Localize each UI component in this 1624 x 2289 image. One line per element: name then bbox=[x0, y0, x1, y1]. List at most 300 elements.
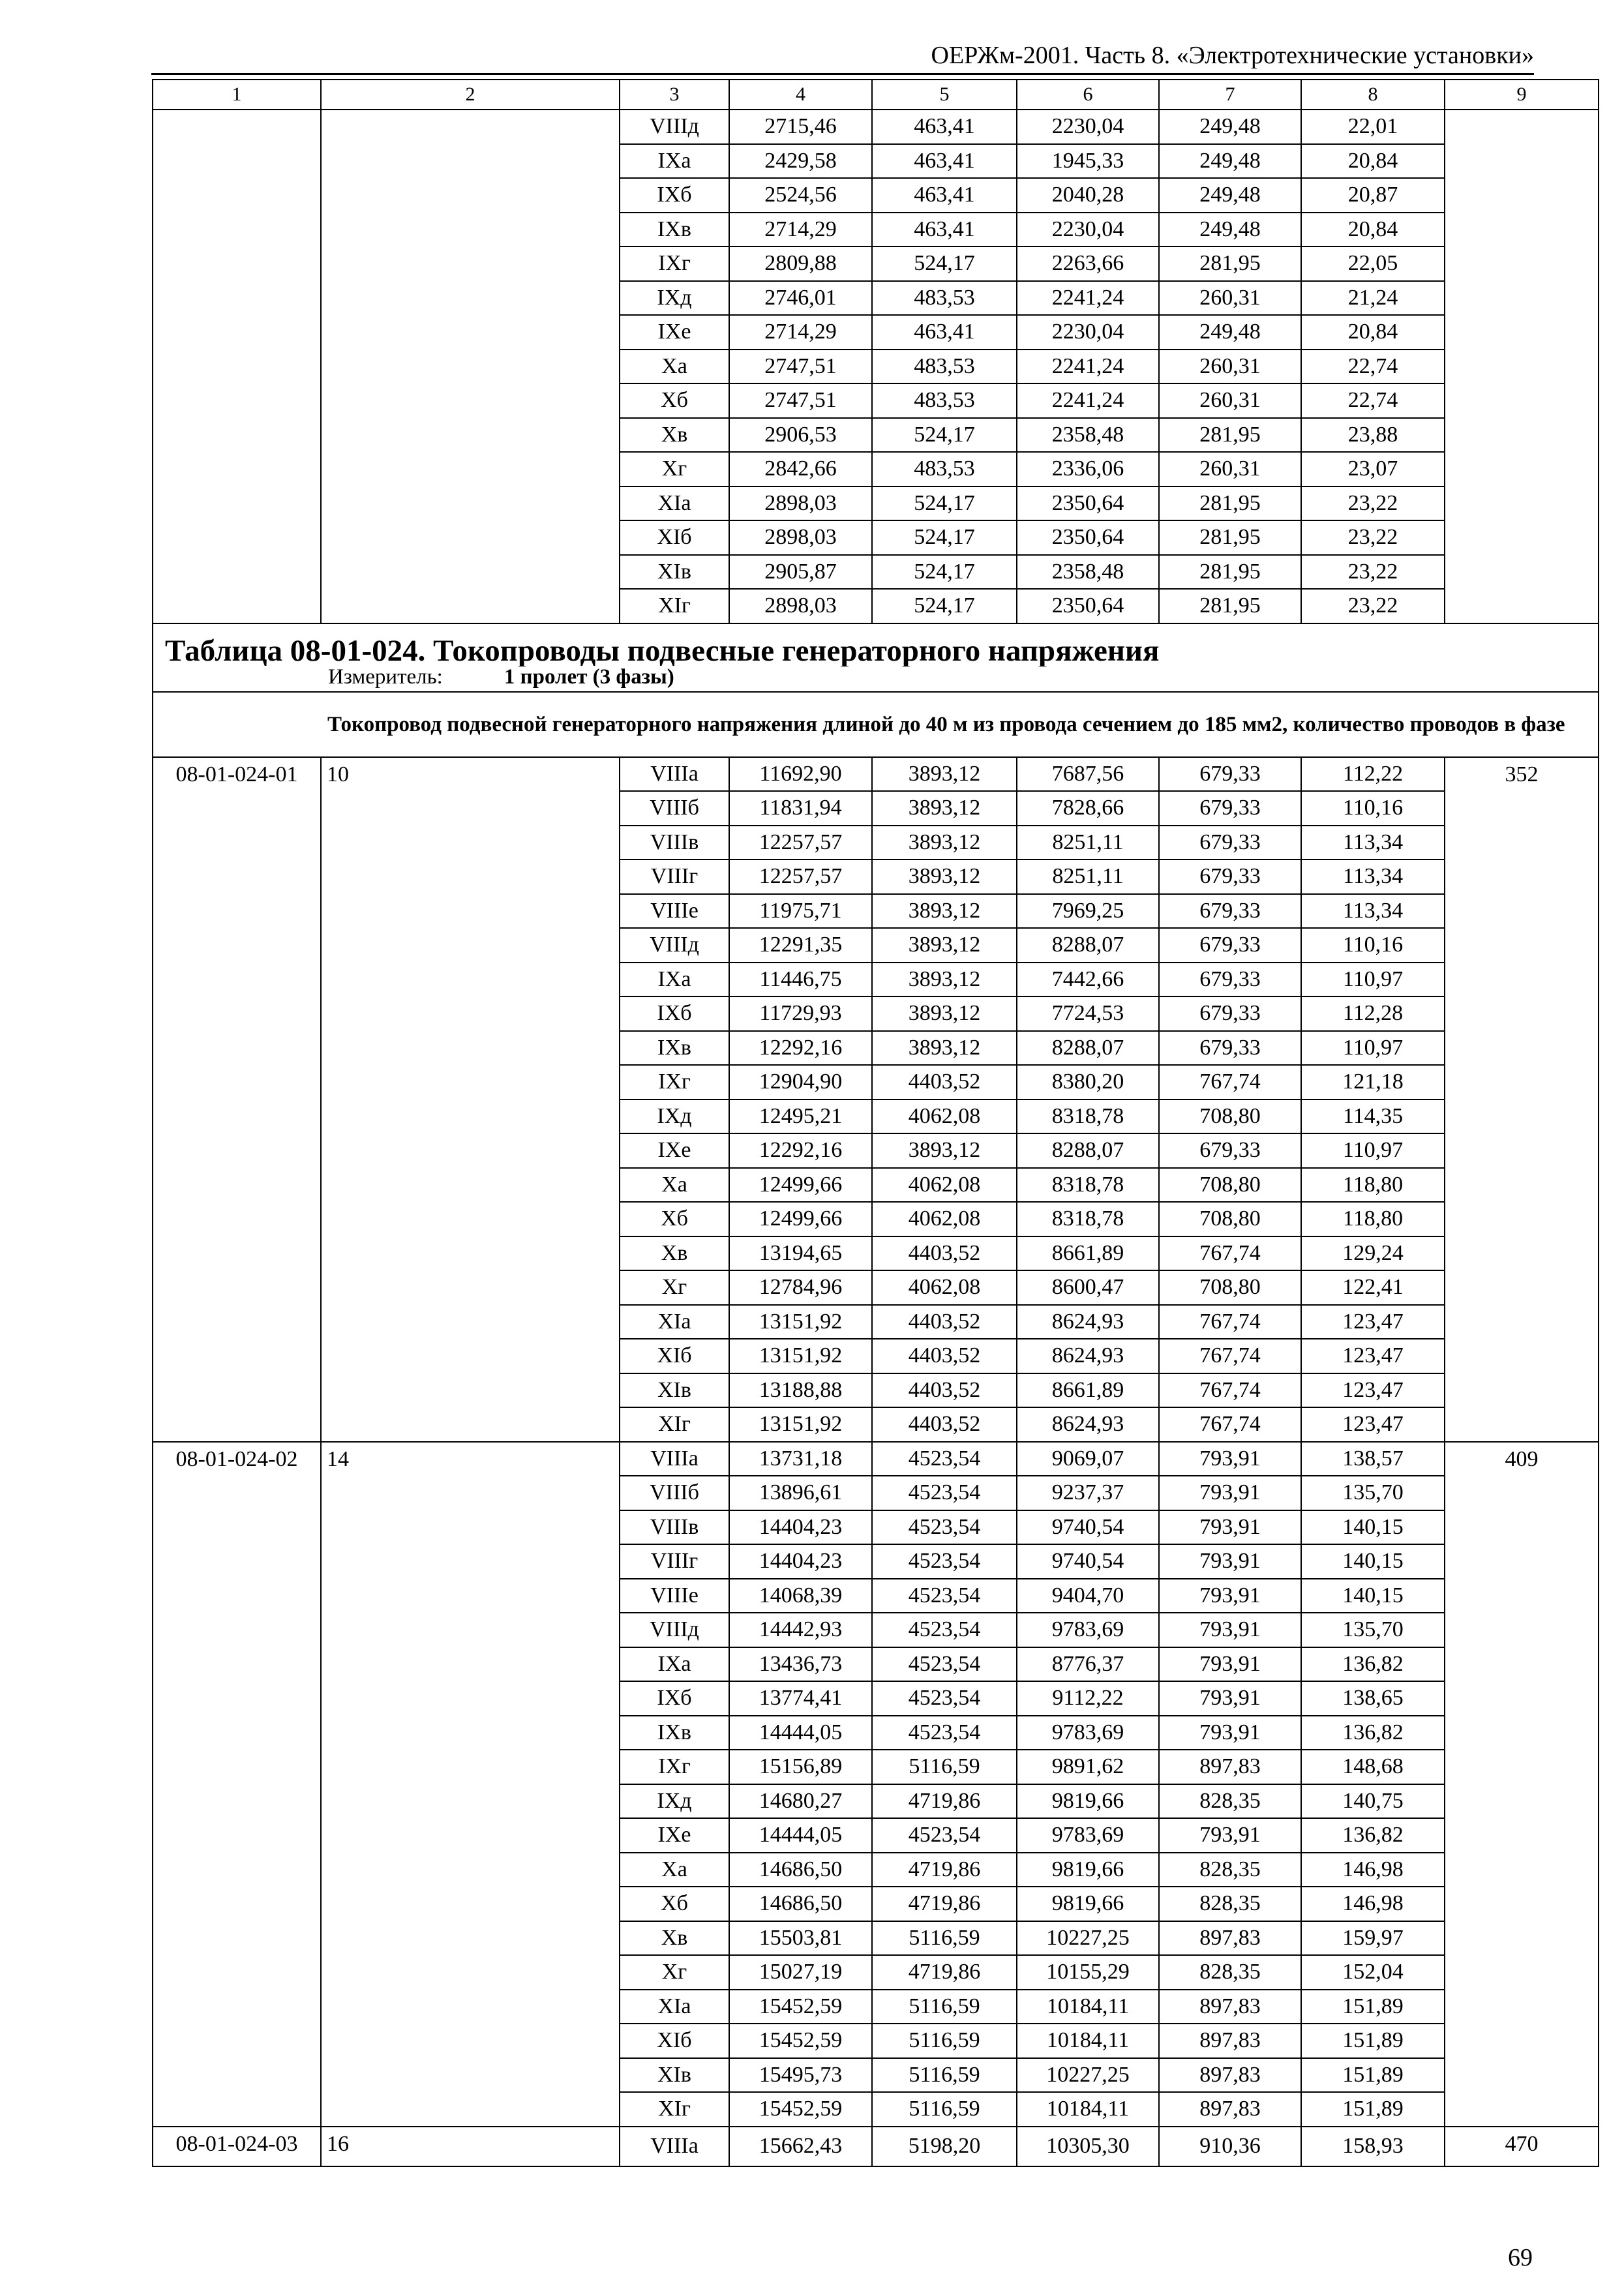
value-cell: 151,89 bbox=[1301, 2092, 1445, 2127]
column-number: 7 bbox=[1159, 80, 1301, 110]
value-cell: 4719,86 bbox=[872, 1784, 1017, 1819]
value-cell: 12784,96 bbox=[729, 1270, 872, 1305]
value-cell: 15662,43 bbox=[729, 2127, 872, 2167]
value-cell: 483,53 bbox=[872, 350, 1017, 384]
zone-cell: VIIIд bbox=[620, 110, 729, 144]
value-cell: 4523,54 bbox=[872, 1510, 1017, 1545]
table-row bbox=[153, 1442, 1599, 1476]
value-cell: 524,17 bbox=[872, 486, 1017, 521]
value-cell: 13151,92 bbox=[729, 1339, 872, 1373]
value-cell: 22,01 bbox=[1301, 110, 1445, 144]
value-cell: 3893,12 bbox=[872, 963, 1017, 997]
value-cell: 463,41 bbox=[872, 178, 1017, 213]
value-cell: 118,80 bbox=[1301, 1202, 1445, 1236]
value-cell: 5116,59 bbox=[872, 1921, 1017, 1956]
zone-cell: Xг bbox=[620, 1955, 729, 1990]
value-cell: 2905,87 bbox=[729, 555, 872, 590]
value-cell: 23,07 bbox=[1301, 452, 1445, 486]
value-cell: 4719,86 bbox=[872, 1887, 1017, 1921]
value-cell: 13436,73 bbox=[729, 1647, 872, 1682]
value-cell: 679,33 bbox=[1159, 826, 1301, 860]
value-cell: 9069,07 bbox=[1017, 1442, 1159, 1476]
value-cell: 8380,20 bbox=[1017, 1065, 1159, 1100]
zone-cell: VIIIв bbox=[620, 1510, 729, 1545]
value-cell: 12499,66 bbox=[729, 1168, 872, 1203]
zone-cell: XIв bbox=[620, 555, 729, 590]
value-cell: 13194,65 bbox=[729, 1236, 872, 1271]
value-cell: 4523,54 bbox=[872, 1544, 1017, 1579]
value-cell: 23,22 bbox=[1301, 555, 1445, 590]
measure-row bbox=[153, 666, 1599, 692]
value-cell: 897,83 bbox=[1159, 1750, 1301, 1784]
value-cell: 151,89 bbox=[1301, 2058, 1445, 2093]
value-cell: 2524,56 bbox=[729, 178, 872, 213]
zone-cell: Xв bbox=[620, 1921, 729, 1956]
value-cell: 249,48 bbox=[1159, 110, 1301, 144]
value-cell: 3893,12 bbox=[872, 996, 1017, 1031]
zone-cell: IXа bbox=[620, 144, 729, 179]
value-cell: 5116,59 bbox=[872, 2024, 1017, 2058]
value-cell: 3893,12 bbox=[872, 928, 1017, 963]
table-title-row bbox=[153, 623, 1599, 666]
value-cell: 12257,57 bbox=[729, 860, 872, 894]
value-cell: 4403,52 bbox=[872, 1373, 1017, 1408]
value-cell: 122,41 bbox=[1301, 1270, 1445, 1305]
column-number: 8 bbox=[1301, 80, 1445, 110]
value-cell: 5198,20 bbox=[872, 2127, 1017, 2167]
value-cell: 138,57 bbox=[1301, 1442, 1445, 1476]
value-cell: 20,84 bbox=[1301, 213, 1445, 247]
estimate-table bbox=[152, 79, 1599, 2167]
value-cell: 4523,54 bbox=[872, 1442, 1017, 1476]
value-cell: 15156,89 bbox=[729, 1750, 872, 1784]
value-cell: 15452,59 bbox=[729, 1990, 872, 2024]
value-cell: 135,70 bbox=[1301, 1613, 1445, 1647]
value-cell: 897,83 bbox=[1159, 2024, 1301, 2058]
zone-cell: Xа bbox=[620, 350, 729, 384]
code-cell: 08-01-024-03 bbox=[153, 2127, 321, 2167]
value-cell: 2241,24 bbox=[1017, 383, 1159, 418]
code-cell: 08-01-024-02 bbox=[153, 1442, 321, 2127]
value-cell: 5116,59 bbox=[872, 2058, 1017, 2093]
value-cell: 9783,69 bbox=[1017, 1818, 1159, 1853]
value-cell: 14404,23 bbox=[729, 1510, 872, 1545]
value-cell: 9404,70 bbox=[1017, 1579, 1159, 1613]
value-cell: 11831,94 bbox=[729, 791, 872, 826]
zone-cell: Xб bbox=[620, 383, 729, 418]
value-cell: 110,97 bbox=[1301, 1031, 1445, 1066]
value-cell: 679,33 bbox=[1159, 894, 1301, 929]
value-cell: 2898,03 bbox=[729, 589, 872, 623]
value-cell: 897,83 bbox=[1159, 2058, 1301, 2093]
value-cell: 2746,01 bbox=[729, 281, 872, 316]
value-cell: 8288,07 bbox=[1017, 928, 1159, 963]
value-cell: 524,17 bbox=[872, 520, 1017, 555]
value-cell: 260,31 bbox=[1159, 383, 1301, 418]
value-cell: 5116,59 bbox=[872, 1990, 1017, 2024]
quantity-cell: 16 bbox=[321, 2127, 620, 2167]
value-cell: 12292,16 bbox=[729, 1031, 872, 1066]
value-cell: 7724,53 bbox=[1017, 996, 1159, 1031]
value-cell: 110,97 bbox=[1301, 963, 1445, 997]
value-cell: 708,80 bbox=[1159, 1270, 1301, 1305]
zone-cell: IXе bbox=[620, 1818, 729, 1853]
extra-cell bbox=[1445, 110, 1599, 623]
zone-cell: VIIIб bbox=[620, 791, 729, 826]
value-cell: 9237,37 bbox=[1017, 1476, 1159, 1510]
value-cell: 679,33 bbox=[1159, 757, 1301, 792]
zone-cell: VIIIе bbox=[620, 894, 729, 929]
zone-cell: Xа bbox=[620, 1168, 729, 1203]
value-cell: 767,74 bbox=[1159, 1339, 1301, 1373]
zone-cell: IXг bbox=[620, 1065, 729, 1100]
zone-cell: XIа bbox=[620, 1305, 729, 1339]
value-cell: 121,18 bbox=[1301, 1065, 1445, 1100]
zone-cell: Xб bbox=[620, 1202, 729, 1236]
value-cell: 3893,12 bbox=[872, 1031, 1017, 1066]
value-cell: 11446,75 bbox=[729, 963, 872, 997]
zone-cell: IXб bbox=[620, 1681, 729, 1716]
value-cell: 11692,90 bbox=[729, 757, 872, 792]
value-cell: 483,53 bbox=[872, 452, 1017, 486]
value-cell: 7687,56 bbox=[1017, 757, 1159, 792]
value-cell: 793,91 bbox=[1159, 1681, 1301, 1716]
value-cell: 1945,33 bbox=[1017, 144, 1159, 179]
value-cell: 767,74 bbox=[1159, 1236, 1301, 1271]
value-cell: 8318,78 bbox=[1017, 1202, 1159, 1236]
value-cell: 3893,12 bbox=[872, 826, 1017, 860]
value-cell: 14686,50 bbox=[729, 1887, 872, 1921]
value-cell: 4523,54 bbox=[872, 1716, 1017, 1750]
column-number: 5 bbox=[872, 80, 1017, 110]
value-cell: 112,28 bbox=[1301, 996, 1445, 1031]
zone-cell: IXе bbox=[620, 1133, 729, 1168]
value-cell: 7442,66 bbox=[1017, 963, 1159, 997]
value-cell: 14404,23 bbox=[729, 1544, 872, 1579]
value-cell: 2230,04 bbox=[1017, 213, 1159, 247]
zone-cell: Xв bbox=[620, 418, 729, 453]
value-cell: 679,33 bbox=[1159, 928, 1301, 963]
quantity-cell: 14 bbox=[321, 1442, 620, 2127]
value-cell: 9819,66 bbox=[1017, 1887, 1159, 1921]
value-cell: 138,65 bbox=[1301, 1681, 1445, 1716]
zone-cell: XIв bbox=[620, 2058, 729, 2093]
value-cell: 12495,21 bbox=[729, 1100, 872, 1134]
value-cell: 828,35 bbox=[1159, 1784, 1301, 1819]
value-cell: 524,17 bbox=[872, 247, 1017, 281]
value-cell: 12499,66 bbox=[729, 1202, 872, 1236]
value-cell: 4403,52 bbox=[872, 1339, 1017, 1373]
zone-cell: IXг bbox=[620, 247, 729, 281]
value-cell: 110,97 bbox=[1301, 1133, 1445, 1168]
value-cell: 146,98 bbox=[1301, 1887, 1445, 1921]
value-cell: 8288,07 bbox=[1017, 1031, 1159, 1066]
value-cell: 2230,04 bbox=[1017, 110, 1159, 144]
value-cell: 8318,78 bbox=[1017, 1168, 1159, 1203]
value-cell: 708,80 bbox=[1159, 1100, 1301, 1134]
value-cell: 3893,12 bbox=[872, 894, 1017, 929]
zone-cell: IXд bbox=[620, 1784, 729, 1819]
value-cell: 15452,59 bbox=[729, 2092, 872, 2127]
value-cell: 281,95 bbox=[1159, 520, 1301, 555]
value-cell: 4523,54 bbox=[872, 1647, 1017, 1682]
value-cell: 8624,93 bbox=[1017, 1407, 1159, 1442]
value-cell: 12257,57 bbox=[729, 826, 872, 860]
value-cell: 2747,51 bbox=[729, 350, 872, 384]
value-cell: 140,15 bbox=[1301, 1510, 1445, 1545]
value-cell: 793,91 bbox=[1159, 1442, 1301, 1476]
value-cell: 3893,12 bbox=[872, 1133, 1017, 1168]
value-cell: 4403,52 bbox=[872, 1407, 1017, 1442]
description-row bbox=[153, 692, 1599, 757]
value-cell: 793,91 bbox=[1159, 1647, 1301, 1682]
value-cell: 8288,07 bbox=[1017, 1133, 1159, 1168]
value-cell: 140,75 bbox=[1301, 1784, 1445, 1819]
value-cell: 9819,66 bbox=[1017, 1853, 1159, 1887]
value-cell: 22,74 bbox=[1301, 350, 1445, 384]
value-cell: 9783,69 bbox=[1017, 1716, 1159, 1750]
page-number: 69 bbox=[1508, 2244, 1533, 2271]
value-cell: 8624,93 bbox=[1017, 1305, 1159, 1339]
zone-cell: Xг bbox=[620, 452, 729, 486]
value-cell: 20,84 bbox=[1301, 315, 1445, 350]
value-cell: 3893,12 bbox=[872, 757, 1017, 792]
value-cell: 5116,59 bbox=[872, 1750, 1017, 1784]
value-cell: 4403,52 bbox=[872, 1236, 1017, 1271]
value-cell: 793,91 bbox=[1159, 1544, 1301, 1579]
measure-value: 1 пролет (3 фазы) bbox=[504, 666, 674, 689]
value-cell: 12291,35 bbox=[729, 928, 872, 963]
value-cell: 9112,22 bbox=[1017, 1681, 1159, 1716]
value-cell: 828,35 bbox=[1159, 1955, 1301, 1990]
value-cell: 10184,11 bbox=[1017, 2024, 1159, 2058]
value-cell: 8624,93 bbox=[1017, 1339, 1159, 1373]
value-cell: 11729,93 bbox=[729, 996, 872, 1031]
value-cell: 2350,64 bbox=[1017, 589, 1159, 623]
value-cell: 8318,78 bbox=[1017, 1100, 1159, 1134]
value-cell: 112,22 bbox=[1301, 757, 1445, 792]
value-cell: 2715,46 bbox=[729, 110, 872, 144]
value-cell: 11975,71 bbox=[729, 894, 872, 929]
value-cell: 2350,64 bbox=[1017, 520, 1159, 555]
value-cell: 2358,48 bbox=[1017, 418, 1159, 453]
value-cell: 136,82 bbox=[1301, 1818, 1445, 1853]
value-cell: 679,33 bbox=[1159, 791, 1301, 826]
value-cell: 767,74 bbox=[1159, 1305, 1301, 1339]
value-cell: 151,89 bbox=[1301, 1990, 1445, 2024]
value-cell: 10227,25 bbox=[1017, 2058, 1159, 2093]
code-cell: 08-01-024-01 bbox=[153, 757, 321, 1442]
value-cell: 9740,54 bbox=[1017, 1510, 1159, 1545]
value-cell: 260,31 bbox=[1159, 350, 1301, 384]
table-description: Токопровод подвесной генераторного напряжения длиной до 40 м из провода сечением до 185 мм2, количество проводов в фазе bbox=[153, 692, 1599, 757]
zone-cell: Xг bbox=[620, 1270, 729, 1305]
value-cell: 2429,58 bbox=[729, 144, 872, 179]
zone-cell: IXд bbox=[620, 1100, 729, 1134]
value-cell: 13188,88 bbox=[729, 1373, 872, 1408]
value-cell: 13774,41 bbox=[729, 1681, 872, 1716]
value-cell: 281,95 bbox=[1159, 589, 1301, 623]
value-cell: 4719,86 bbox=[872, 1853, 1017, 1887]
value-cell: 113,34 bbox=[1301, 860, 1445, 894]
value-cell: 483,53 bbox=[872, 281, 1017, 316]
value-cell: 20,84 bbox=[1301, 144, 1445, 179]
value-cell: 793,91 bbox=[1159, 1613, 1301, 1647]
value-cell: 281,95 bbox=[1159, 555, 1301, 590]
table-body bbox=[153, 80, 1599, 2166]
value-cell: 524,17 bbox=[872, 589, 1017, 623]
value-cell: 14680,27 bbox=[729, 1784, 872, 1819]
table-row bbox=[153, 757, 1599, 792]
column-number: 6 bbox=[1017, 80, 1159, 110]
value-cell: 679,33 bbox=[1159, 963, 1301, 997]
value-cell: 15452,59 bbox=[729, 2024, 872, 2058]
zone-cell: Xа bbox=[620, 1853, 729, 1887]
value-cell: 23,22 bbox=[1301, 520, 1445, 555]
value-cell: 679,33 bbox=[1159, 1133, 1301, 1168]
value-cell: 2898,03 bbox=[729, 520, 872, 555]
value-cell: 2358,48 bbox=[1017, 555, 1159, 590]
value-cell: 118,80 bbox=[1301, 1168, 1445, 1203]
zone-cell: XIб bbox=[620, 2024, 729, 2058]
value-cell: 4062,08 bbox=[872, 1270, 1017, 1305]
value-cell: 483,53 bbox=[872, 383, 1017, 418]
value-cell: 249,48 bbox=[1159, 315, 1301, 350]
measure-cell bbox=[153, 666, 1599, 692]
zone-cell: IXд bbox=[620, 281, 729, 316]
zone-cell: VIIIд bbox=[620, 1613, 729, 1647]
value-cell: 4062,08 bbox=[872, 1202, 1017, 1236]
zone-cell: IXа bbox=[620, 1647, 729, 1682]
extra-cell: 470 bbox=[1445, 2127, 1599, 2167]
zone-cell: VIIIв bbox=[620, 826, 729, 860]
value-cell: 897,83 bbox=[1159, 1990, 1301, 2024]
value-cell: 679,33 bbox=[1159, 996, 1301, 1031]
value-cell: 2714,29 bbox=[729, 213, 872, 247]
zone-cell: Xб bbox=[620, 1887, 729, 1921]
value-cell: 136,82 bbox=[1301, 1716, 1445, 1750]
value-cell: 249,48 bbox=[1159, 213, 1301, 247]
value-cell: 4719,86 bbox=[872, 1955, 1017, 1990]
value-cell: 13151,92 bbox=[729, 1305, 872, 1339]
value-cell: 123,47 bbox=[1301, 1373, 1445, 1408]
zone-cell: IXб bbox=[620, 996, 729, 1031]
value-cell: 2842,66 bbox=[729, 452, 872, 486]
zone-cell: XIа bbox=[620, 1990, 729, 2024]
value-cell: 10184,11 bbox=[1017, 1990, 1159, 2024]
zone-cell: XIв bbox=[620, 1373, 729, 1408]
value-cell: 7969,25 bbox=[1017, 894, 1159, 929]
value-cell: 4062,08 bbox=[872, 1100, 1017, 1134]
value-cell: 3893,12 bbox=[872, 791, 1017, 826]
value-cell: 463,41 bbox=[872, 315, 1017, 350]
value-cell: 152,04 bbox=[1301, 1955, 1445, 1990]
value-cell: 793,91 bbox=[1159, 1818, 1301, 1853]
zone-cell: IXб bbox=[620, 178, 729, 213]
value-cell: 8776,37 bbox=[1017, 1647, 1159, 1682]
value-cell: 7828,66 bbox=[1017, 791, 1159, 826]
table-row bbox=[153, 110, 1599, 144]
value-cell: 2898,03 bbox=[729, 486, 872, 521]
value-cell: 8661,89 bbox=[1017, 1373, 1159, 1408]
value-cell: 8251,11 bbox=[1017, 826, 1159, 860]
running-header: ОЕРЖм-2001. Часть 8. «Электротехнические установки» bbox=[931, 42, 1534, 69]
value-cell: 828,35 bbox=[1159, 1887, 1301, 1921]
value-cell: 2263,66 bbox=[1017, 247, 1159, 281]
value-cell: 679,33 bbox=[1159, 1031, 1301, 1066]
value-cell: 13151,92 bbox=[729, 1407, 872, 1442]
value-cell: 21,24 bbox=[1301, 281, 1445, 316]
value-cell: 463,41 bbox=[872, 213, 1017, 247]
zone-cell: VIIIе bbox=[620, 1579, 729, 1613]
value-cell: 281,95 bbox=[1159, 486, 1301, 521]
value-cell: 281,95 bbox=[1159, 247, 1301, 281]
value-cell: 8600,47 bbox=[1017, 1270, 1159, 1305]
value-cell: 114,35 bbox=[1301, 1100, 1445, 1134]
value-cell: 151,89 bbox=[1301, 2024, 1445, 2058]
value-cell: 129,24 bbox=[1301, 1236, 1445, 1271]
value-cell: 2230,04 bbox=[1017, 315, 1159, 350]
value-cell: 679,33 bbox=[1159, 860, 1301, 894]
value-cell: 9819,66 bbox=[1017, 1784, 1159, 1819]
column-number: 1 bbox=[153, 80, 321, 110]
zone-cell: XIг bbox=[620, 589, 729, 623]
value-cell: 2241,24 bbox=[1017, 281, 1159, 316]
value-cell: 524,17 bbox=[872, 418, 1017, 453]
value-cell: 23,22 bbox=[1301, 486, 1445, 521]
value-cell: 2040,28 bbox=[1017, 178, 1159, 213]
extra-cell: 409 bbox=[1445, 1442, 1599, 2127]
value-cell: 8661,89 bbox=[1017, 1236, 1159, 1271]
value-cell: 5116,59 bbox=[872, 2092, 1017, 2127]
zone-cell: IXв bbox=[620, 1716, 729, 1750]
value-cell: 113,34 bbox=[1301, 894, 1445, 929]
zone-cell: IXг bbox=[620, 1750, 729, 1784]
value-cell: 158,93 bbox=[1301, 2127, 1445, 2167]
value-cell: 2241,24 bbox=[1017, 350, 1159, 384]
zone-cell: XIг bbox=[620, 1407, 729, 1442]
value-cell: 13896,61 bbox=[729, 1476, 872, 1510]
table-row bbox=[153, 2127, 1599, 2167]
value-cell: 4403,52 bbox=[872, 1305, 1017, 1339]
value-cell: 20,87 bbox=[1301, 178, 1445, 213]
value-cell: 9740,54 bbox=[1017, 1544, 1159, 1579]
zone-cell: VIIIб bbox=[620, 1476, 729, 1510]
value-cell: 146,98 bbox=[1301, 1853, 1445, 1887]
value-cell: 9783,69 bbox=[1017, 1613, 1159, 1647]
extra-cell: 352 bbox=[1445, 757, 1599, 1442]
value-cell: 140,15 bbox=[1301, 1544, 1445, 1579]
value-cell: 767,74 bbox=[1159, 1373, 1301, 1408]
value-cell: 793,91 bbox=[1159, 1476, 1301, 1510]
value-cell: 123,47 bbox=[1301, 1305, 1445, 1339]
column-number: 3 bbox=[620, 80, 729, 110]
zone-cell: VIIIа bbox=[620, 2127, 729, 2167]
value-cell: 159,97 bbox=[1301, 1921, 1445, 1956]
value-cell: 2747,51 bbox=[729, 383, 872, 418]
value-cell: 708,80 bbox=[1159, 1202, 1301, 1236]
value-cell: 23,88 bbox=[1301, 418, 1445, 453]
zone-cell: XIб bbox=[620, 520, 729, 555]
zone-cell: VIIIа bbox=[620, 757, 729, 792]
value-cell: 2714,29 bbox=[729, 315, 872, 350]
value-cell: 910,36 bbox=[1159, 2127, 1301, 2167]
value-cell: 13731,18 bbox=[729, 1442, 872, 1476]
value-cell: 14444,05 bbox=[729, 1716, 872, 1750]
value-cell: 14444,05 bbox=[729, 1818, 872, 1853]
value-cell: 2350,64 bbox=[1017, 486, 1159, 521]
value-cell: 4523,54 bbox=[872, 1579, 1017, 1613]
